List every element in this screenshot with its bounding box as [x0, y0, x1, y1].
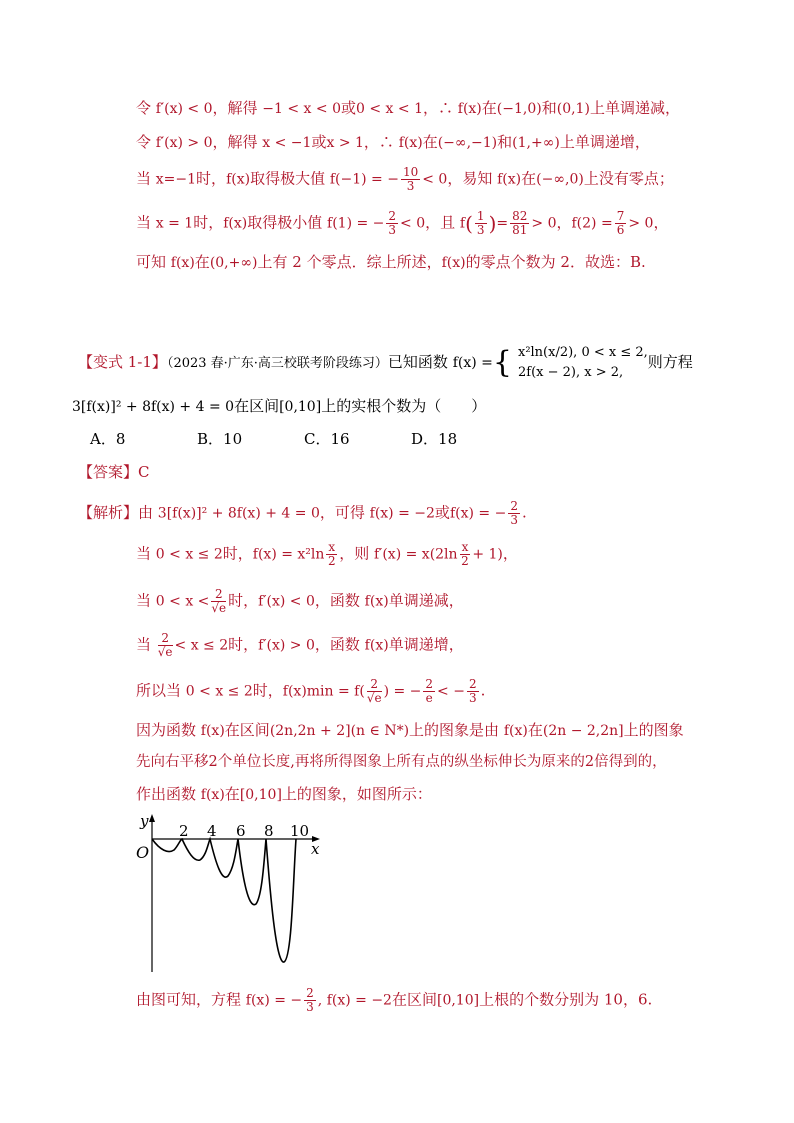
- solution-line-1: [136, 98, 680, 119]
- math: (2n,2n + 2]: [269, 723, 351, 739]
- math: < −: [437, 683, 465, 700]
- math: x > 1: [326, 135, 364, 151]
- math: + 1): [472, 546, 503, 563]
- source: （2023 春·广东·高三校联考阶段练习）: [166, 356, 388, 371]
- math: f′(x) > 0: [155, 135, 213, 151]
- math: f(x): [200, 723, 225, 739]
- text: 或: [340, 99, 356, 117]
- text: 在区间: [391, 990, 437, 1009]
- number: 2: [584, 754, 595, 770]
- option-a[interactable]: A．8: [90, 430, 126, 448]
- piecewise: [514, 343, 648, 383]
- math: (1,+∞): [512, 135, 560, 151]
- curve: [152, 839, 296, 962]
- math: f(x): [170, 255, 195, 271]
- text: 个单位长度,再将所得图象上所有点的纵坐标伸长为原来的: [217, 754, 585, 770]
- fraction: [475, 210, 487, 237]
- options: [90, 429, 518, 449]
- text: 时，: [196, 169, 227, 188]
- y-label: y: [140, 812, 149, 830]
- denominator: 81: [512, 223, 528, 237]
- fraction: [467, 678, 479, 705]
- tick-8: 8: [264, 822, 274, 840]
- denominator: 3: [388, 223, 397, 237]
- analysis-line-6: [136, 720, 684, 741]
- math: f′(x) = x(2ln: [373, 546, 458, 563]
- denominator: 6: [616, 223, 625, 237]
- math: < 0: [400, 215, 426, 232]
- math: f(x) = x²ln: [252, 546, 325, 563]
- math: (0,+∞): [209, 255, 258, 271]
- math: f(x) = −: [245, 992, 303, 1009]
- text: 和: [541, 99, 557, 117]
- numerator: x: [461, 540, 469, 554]
- piece: x²ln(x/2), 0 < x ≤ 2,: [517, 345, 648, 360]
- analysis-line-7: [136, 752, 667, 772]
- text: 上单调递减，: [589, 99, 680, 117]
- fraction: [386, 210, 398, 237]
- numerator: 2: [367, 678, 382, 692]
- number: 2: [208, 754, 218, 770]
- solution-line-4: [136, 210, 668, 237]
- text: 时，: [193, 213, 224, 232]
- analysis-label: 【解析】: [78, 503, 139, 522]
- math: (2n − 2,2n]: [542, 723, 624, 739]
- math: f′(x) > 0: [258, 637, 315, 654]
- fraction: [304, 987, 316, 1014]
- text: 时，: [252, 681, 283, 700]
- denominator: 3: [306, 1000, 314, 1014]
- text: 因为函数: [136, 721, 201, 739]
- analysis-line-3: [136, 588, 464, 615]
- text: 时，: [228, 635, 259, 654]
- math: (−1,0): [496, 101, 542, 117]
- text: ，解得: [212, 133, 263, 151]
- text: ，则: [339, 544, 374, 563]
- math: f(x): [364, 637, 389, 654]
- numerator: 2: [510, 499, 518, 513]
- text: 取得极小值: [247, 213, 328, 232]
- solution-line-2: [136, 132, 650, 153]
- text: 和: [497, 133, 513, 151]
- math: x=−1: [155, 171, 197, 188]
- analysis-line-8: [136, 784, 432, 805]
- math: > 0: [628, 215, 654, 232]
- denominator: 3: [510, 513, 518, 527]
- variant-stem-2: [72, 396, 486, 417]
- text: 可知: [136, 253, 171, 271]
- math: ) = −: [383, 683, 422, 700]
- math: 0 < x ≤ 2: [185, 683, 253, 700]
- math: f(x): [497, 171, 522, 188]
- fraction: [508, 500, 520, 527]
- text: 令: [136, 133, 156, 151]
- text: 在: [481, 99, 497, 117]
- fraction: [367, 678, 382, 705]
- math: (−∞,0): [536, 171, 584, 188]
- variant-tag: 【变式 1-1】: [78, 353, 167, 371]
- math: f(x): [226, 171, 251, 188]
- text: 上的图象，如图所示：: [281, 785, 432, 803]
- math: (−∞,−1): [437, 135, 498, 151]
- math: f(x): [223, 215, 248, 232]
- math: f(x) = −2: [369, 505, 435, 522]
- math: 0 < x <: [155, 593, 210, 610]
- denominator: 3: [468, 691, 477, 705]
- fraction: [211, 588, 226, 615]
- paren: ): [488, 211, 497, 236]
- option-b[interactable]: B．10: [197, 430, 243, 448]
- text: 所以当: [136, 681, 186, 700]
- text: ，且: [425, 213, 460, 232]
- text: 上的实根个数为（ ）: [321, 397, 487, 415]
- text: ，解得: [212, 99, 263, 117]
- text: ，: [556, 213, 572, 232]
- option-c[interactable]: C．16: [304, 430, 350, 448]
- text: 上的图象: [623, 721, 684, 739]
- fraction: [401, 166, 420, 193]
- text: ，: [653, 213, 669, 232]
- numerator: 2: [306, 986, 314, 1000]
- text: 已知函数: [387, 353, 453, 371]
- text: 作出函数: [136, 785, 201, 803]
- tick-2: 2: [179, 822, 189, 840]
- fraction: [423, 678, 435, 705]
- text: ，函数: [314, 591, 365, 610]
- text: 时，: [222, 544, 253, 563]
- math: f(1) = −: [327, 215, 385, 232]
- solution-line-3: [136, 166, 674, 193]
- numerator: 2: [468, 677, 477, 691]
- solution-line-5: [136, 252, 646, 273]
- text: 单调递减，: [388, 591, 464, 610]
- math: < x ≤ 2: [174, 637, 229, 654]
- fraction: [326, 541, 337, 568]
- text: 上有: [257, 253, 293, 271]
- answer-line: [78, 462, 150, 482]
- tick-10: 10: [290, 822, 310, 840]
- math: f(2) =: [571, 215, 613, 232]
- math: < 0: [422, 171, 448, 188]
- analysis-line-1: [78, 500, 527, 527]
- math: f(x)min = f(: [282, 683, 365, 700]
- text: 上没有零点；: [583, 169, 674, 188]
- text: 当: [136, 635, 156, 654]
- text: 在: [194, 253, 210, 271]
- math: f(x): [398, 135, 423, 151]
- brace: {: [492, 345, 512, 380]
- fraction: [158, 632, 173, 659]
- piece: 2f(x − 2), x > 2,: [517, 365, 624, 380]
- text: 上根的个数分别为: [479, 990, 604, 1009]
- fraction: [615, 210, 627, 237]
- numerator: 2: [158, 632, 173, 646]
- text: 的零点个数为: [465, 253, 561, 271]
- math: f(x): [441, 255, 466, 271]
- answer-label: 【答案】: [78, 463, 139, 481]
- math: f(−1) = −: [329, 171, 399, 188]
- analysis-line-4: [136, 632, 464, 659]
- text: 倍得到的，: [594, 754, 667, 770]
- denominator: √e: [366, 691, 382, 705]
- text: 上单调递增，: [559, 133, 650, 151]
- text: ．故选：: [569, 253, 630, 271]
- denominator: 3: [406, 179, 415, 193]
- text: 当: [136, 213, 156, 232]
- numerator: 10: [402, 165, 419, 179]
- denominator: √e: [157, 645, 173, 659]
- text: 上的图象是由: [409, 721, 504, 739]
- numerator: 82: [512, 209, 528, 223]
- text: 令: [136, 99, 156, 117]
- text: 当: [136, 169, 156, 188]
- text: 时，: [228, 591, 259, 610]
- analysis-line-9: [136, 987, 652, 1014]
- tick-4: 4: [207, 822, 217, 840]
- text: 在: [224, 785, 240, 803]
- origin-label: O: [136, 843, 150, 862]
- text: 在区间: [224, 721, 270, 739]
- paren: (: [465, 211, 473, 236]
- numerator: 2: [425, 677, 434, 691]
- answer-value: C: [138, 463, 150, 481]
- math: −1 < x < 0: [262, 101, 341, 117]
- text: 先向右平移: [136, 754, 209, 770]
- text: 单调递增，: [388, 635, 464, 654]
- text: 在区间: [234, 397, 280, 415]
- numerator: 7: [616, 209, 625, 223]
- text: ，可得: [319, 503, 370, 522]
- text: ，∴: [422, 99, 458, 117]
- tick-6: 6: [236, 822, 246, 840]
- math: f(x): [503, 723, 528, 739]
- result: 10，6.: [603, 990, 653, 1009]
- math: x = 1: [155, 215, 194, 232]
- text: 由: [138, 503, 158, 522]
- text: 在: [521, 169, 537, 188]
- math: (n ∈ N*): [350, 723, 410, 739]
- text: 或: [434, 503, 450, 522]
- math: f: [459, 215, 466, 232]
- text: .: [521, 503, 527, 522]
- math: f(x): [457, 101, 482, 117]
- text: 或: [311, 133, 327, 151]
- math: 3[f(x)]² + 8f(x) + 4 = 0: [72, 399, 235, 415]
- math: [0,10]: [436, 992, 480, 1009]
- math: f′(x) < 0: [155, 101, 213, 117]
- denominator: e: [425, 691, 433, 705]
- denominator: √e: [211, 601, 227, 615]
- math: 3[f(x)]² + 8f(x) + 4 = 0: [157, 505, 320, 522]
- math: f(x) = −: [449, 505, 507, 522]
- math: > 0: [531, 215, 557, 232]
- denominator: 2: [327, 554, 336, 568]
- function-graph: [130, 812, 330, 977]
- x-label: x: [311, 840, 320, 858]
- text: ，函数: [314, 635, 365, 654]
- math: (0,1): [556, 101, 590, 117]
- number: 2: [292, 253, 302, 271]
- fraction: [460, 541, 471, 568]
- text: 在: [422, 133, 438, 151]
- text: ，易知: [447, 169, 498, 188]
- denominator: 2: [461, 554, 469, 568]
- text: 取得极大值: [250, 169, 330, 188]
- variant-stem: [78, 343, 693, 383]
- number: 2: [560, 253, 570, 271]
- text: .: [480, 681, 486, 700]
- math: 0 < x ≤ 2: [155, 546, 223, 563]
- math: f(x): [364, 593, 389, 610]
- fraction: [510, 210, 529, 237]
- option-d[interactable]: D．18: [411, 430, 458, 448]
- text: ，: [502, 544, 518, 563]
- math: 0 < x < 1: [356, 101, 423, 117]
- math: f′(x) < 0: [258, 593, 315, 610]
- analysis-line-5: [136, 678, 485, 705]
- math: x < −1: [262, 135, 312, 151]
- analysis-line-2: [136, 541, 518, 568]
- math: f(x): [200, 787, 225, 803]
- numerator: 1: [476, 209, 485, 223]
- math: [0,10]: [279, 399, 322, 415]
- numerator: 2: [388, 209, 397, 223]
- numerator: 2: [211, 588, 226, 602]
- text: 在: [527, 721, 543, 739]
- text: 则方程: [647, 353, 693, 371]
- denominator: 3: [476, 223, 485, 237]
- math: [0,10]: [239, 787, 282, 803]
- math: f(x) =: [452, 355, 493, 371]
- text: 个零点．综上所述，: [301, 253, 442, 271]
- text: 当: [136, 544, 156, 563]
- text: ，∴: [363, 133, 399, 151]
- text: 由图可知，方程: [136, 990, 246, 1009]
- y-axis-arrow: [149, 814, 155, 822]
- answer-choice: B.: [629, 253, 646, 271]
- text: 当: [136, 591, 156, 610]
- math: =: [496, 215, 509, 232]
- math: , f(x) = −2: [317, 992, 392, 1009]
- numerator: x: [328, 540, 336, 554]
